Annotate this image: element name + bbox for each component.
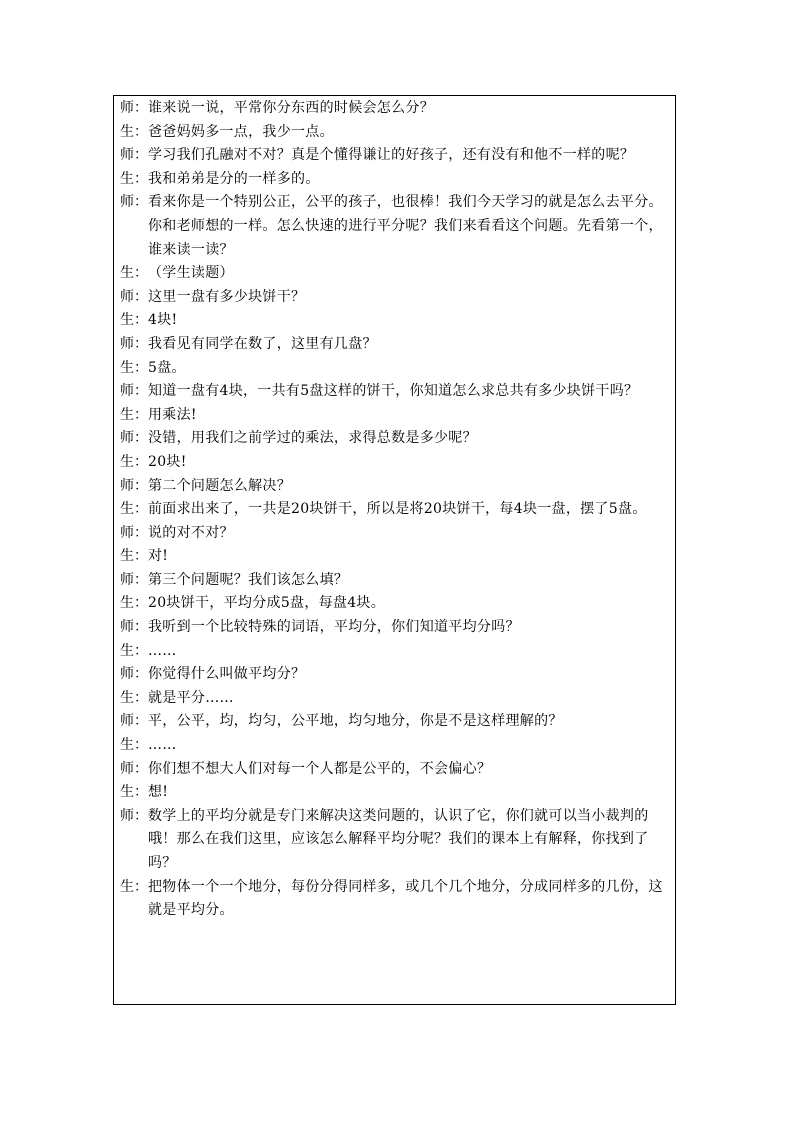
dialogue-line: [120, 451, 668, 475]
utterance-text: 第三个问题呢？我们该怎么填？: [148, 571, 349, 588]
dialogue-line: [120, 569, 668, 593]
speaker-label: 生：: [120, 878, 148, 895]
utterance-text: 你觉得什么叫做平均分？: [148, 666, 306, 683]
dialogue-line: [120, 144, 668, 168]
speaker-label: 生：: [120, 123, 148, 140]
dialogue-line: [120, 168, 668, 192]
utterance-text: 学习我们孔融对不对？真是个懂得谦让的好孩子，还有没有和他不一样的呢？: [148, 147, 635, 164]
utterance-text: 用乘法!: [148, 406, 197, 423]
speaker-label: 生：: [120, 359, 148, 376]
speaker-label: 师：: [120, 477, 148, 494]
speaker-label: 师：: [120, 383, 148, 400]
dialogue-line: [120, 734, 668, 758]
utterance-text: 知道一盘有4块，一共有5盘这样的饼干，你知道怎么求总共有多少块饼干吗？: [148, 383, 639, 400]
dialogue-line: [120, 687, 668, 711]
utterance-text: 数学上的平均分就是专门来解决这类问题的，认识了它，你们就可以当小裁判的哦！那么在我们这里，应该怎么解释平均分呢？我们的课本上有解释，你找到了吗？: [148, 807, 649, 871]
utterance-text: 我看见有同学在数了，这里有几盘？: [148, 335, 377, 352]
speaker-label: 师：: [120, 147, 148, 164]
dialogue-line: [120, 286, 668, 310]
dialogue-line: [120, 262, 668, 286]
dialogue-line: [120, 805, 668, 876]
utterance-text: 你们想不想大人们对每一个人都是公平的，不会偏心？: [148, 760, 492, 777]
dialogue-line: [120, 616, 668, 640]
dialogue-line: [120, 475, 668, 499]
dialogue-line: [120, 309, 668, 333]
dialogue-line: [120, 333, 668, 357]
utterance-text: 说的对不对？: [148, 524, 234, 541]
speaker-label: 生：: [120, 406, 148, 423]
dialogue-line: [120, 876, 668, 923]
speaker-label: 师：: [120, 524, 148, 541]
utterance-text: 前面求出来了，一共是20块饼干，所以是将20块饼干，每4块一盘，摆了5盘。: [148, 501, 647, 518]
dialogue-line: [120, 97, 668, 121]
dialogue-line: [120, 380, 668, 404]
utterance-text: 爸爸妈妈多一点，我少一点。: [148, 123, 334, 140]
utterance-text: 我和弟弟是分的一样多的。: [148, 170, 320, 187]
utterance-text: 这里一盘有多少块饼干？: [148, 288, 306, 305]
speaker-label: 生：: [120, 548, 148, 565]
speaker-label: 生：: [120, 642, 148, 659]
dialogue-line: [120, 781, 668, 805]
speaker-label: 生：: [120, 265, 148, 282]
dialogue-line: [120, 640, 668, 664]
dialogue-line: [120, 498, 668, 522]
utterance-text: 对!: [148, 548, 169, 565]
speaker-label: 师：: [120, 335, 148, 352]
dialogue-line: [120, 427, 668, 451]
dialogue-line: [120, 545, 668, 569]
speaker-label: 师：: [120, 194, 148, 211]
speaker-label: 师：: [120, 288, 148, 305]
utterance-text: 第二个问题怎么解决？: [148, 477, 291, 494]
speaker-label: 师：: [120, 430, 148, 447]
utterance-text: 4块!: [148, 312, 178, 329]
utterance-text: 20块饼干，平均分成5盘，每盘4块。: [148, 595, 386, 612]
dialogue-line: [120, 710, 668, 734]
speaker-label: 生：: [120, 595, 148, 612]
utterance-text: ……: [148, 737, 177, 754]
speaker-label: 师：: [120, 100, 148, 116]
speaker-label: 生：: [120, 737, 148, 754]
dialogue-transcript: [120, 97, 668, 923]
dialogue-line: [120, 592, 668, 616]
utterance-text: 没错，用我们之前学过的乘法，求得总数是多少呢？: [148, 430, 477, 447]
dialogue-line: [120, 758, 668, 782]
speaker-label: 师：: [120, 713, 148, 730]
speaker-label: 生：: [120, 453, 148, 470]
dialogue-line: [120, 404, 668, 428]
speaker-label: 生：: [120, 784, 148, 801]
dialogue-line: [120, 522, 668, 546]
speaker-label: 生：: [120, 689, 148, 706]
speaker-label: 生：: [120, 312, 148, 329]
speaker-label: 生：: [120, 501, 148, 518]
utterance-text: 想!: [148, 784, 169, 801]
dialogue-line: [120, 121, 668, 145]
speaker-label: 师：: [120, 571, 148, 588]
speaker-label: 师：: [120, 619, 148, 636]
utterance-text: 20块!: [148, 453, 187, 470]
utterance-text: 我听到一个比较特殊的词语，平均分，你们知道平均分吗？: [148, 619, 520, 636]
utterance-text: 看来你是一个特别公正，公平的孩子，也很棒！我们今天学习的就是怎么去平分。你和老师想的一样。怎么快速的进行平分呢？我们来看看这个问题。先看第一个，谁来读一读？: [148, 194, 663, 258]
dialogue-line: [120, 357, 668, 381]
utterance-text: 把物体一个一个地分，每份分得同样多，或几个几个地分，分成同样多的几份，这就是平均分。: [148, 878, 663, 919]
utterance-text: 5盘。: [148, 359, 186, 376]
utterance-text: 平，公平，均，均匀，公平地，均匀地分，你是不是这样理解的？: [148, 713, 563, 730]
speaker-label: 师：: [120, 760, 148, 777]
utterance-text: 就是平分……: [148, 689, 234, 706]
utterance-text: （学生读题）: [148, 265, 234, 282]
speaker-label: 师：: [120, 807, 148, 824]
dialogue-line: [120, 191, 668, 262]
utterance-text: ……: [148, 642, 177, 659]
utterance-text: 谁来说一说，平常你分东西的时候会怎么分？: [148, 100, 434, 116]
speaker-label: 生：: [120, 170, 148, 187]
dialogue-line: [120, 663, 668, 687]
speaker-label: 师：: [120, 666, 148, 683]
